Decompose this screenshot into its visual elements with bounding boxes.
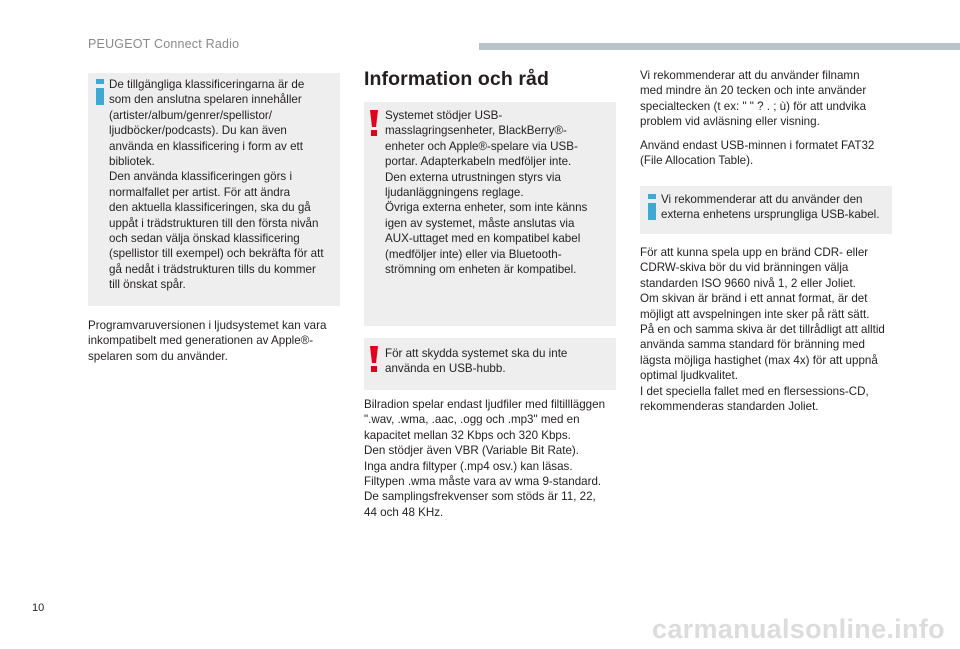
section-heading: Information och råd [364, 68, 549, 90]
watermark: carmanualsonline.info [652, 614, 945, 644]
right-paragraph-2: Använd endast USB-minnen i formatet FAT32 (File Allocation Table). [640, 139, 875, 168]
right-paragraph-1: Vi rekommenderar att du använder filnamn med mindre än 20 tecken och inte använder specialtecken (t ex: " " ? . ; ù) för att undvika problem vid avläsning eller visning. [640, 69, 867, 129]
right-paragraph-3: För att kunna spela upp en bränd CDR- eller CDRW-skiva bör du vid bränningen välja standarden ISO 9660 nivå 1, 2 eller Joliet. Om skivan är bränd i ett annat format, är det möjligt att avspelningen inte sker på rätt sätt. På en och samma skiva är det tillrådligt att alltid använda samma standard för bränning med lägsta möjliga hastighet (max 4x) för att uppnå optimal ljudkvalitet. I det speciella fallet med en flersessions-CD, rekommenderas standarden Joliet. [640, 246, 885, 414]
header-bar [479, 43, 960, 50]
warning-box-2 [364, 338, 616, 390]
info-icon [644, 194, 660, 220]
page-number: 10 [32, 602, 45, 614]
header-title: PEUGEOT Connect Radio [88, 37, 240, 51]
info-icon [92, 79, 108, 105]
warning-box-2-text: För att skydda systemet ska du inte använda en USB-hubb. [385, 347, 568, 376]
warning-box-1-text: Systemet stödjer USB- masslagringsenheter, BlackBerry®- enheter och Apple®-spelare via USB- portar. Adapterkabeln medföljer inte. Den externa utrustningen styrs via ljudanläggningens reglage. Övriga externa enheter, som inte känns igen av systemet, måste anslutas via AUX-uttaget med en kompatibel kabel (medföljer inte) eller via Bluetooth- strömning om enheten är kompatibel. [385, 109, 588, 277]
warning-icon [369, 110, 379, 136]
middle-paragraph: Bilradion spelar endast ljudfiler med filtillläggen ".wav, .wma, .aac, .ogg och .mp3" med en kapacitet mellan 32 Kbps och 320 Kbps. Den stödjer även VBR (Variable Bit Rate). Inga andra filtyper (.mp4 osv.) kan läsas. Filtypen .wma måste vara av wma 9-standard. De samplingsfrekvenser som stöds är 11, 22, 44 och 48 KHz. [364, 398, 606, 519]
info-box-text: De tillgängliga klassificeringarna är de som den anslutna spelaren innehåller (artister/album/genrer/spellistor/ ljudböcker/podcasts). Du kan även använda en klassificering i form av ett bibliotek. Den använda klassificeringen görs i normalfallet per artist. För att ändra den aktuella klassificeringen, ska du gå uppåt i trädstrukturen till den första nivån och sedan välja önskad klassificering (spellistor till exempel) och bekräfta för att gå nedåt i trädstrukturen tills du kommer till önskat spår. [109, 78, 324, 292]
warning-box-1 [364, 102, 616, 326]
info-box-right [640, 186, 892, 234]
info-box-right-text: Vi rekommenderar att du använder den externa enhetens ursprungliga USB-kabel. [661, 193, 880, 222]
left-paragraph: Programvaruversionen i ljudsystemet kan vara inkompatibelt med generationen av Apple®- spelaren som du använder. [88, 319, 327, 363]
warning-icon [369, 346, 379, 372]
info-box-left [88, 73, 340, 306]
